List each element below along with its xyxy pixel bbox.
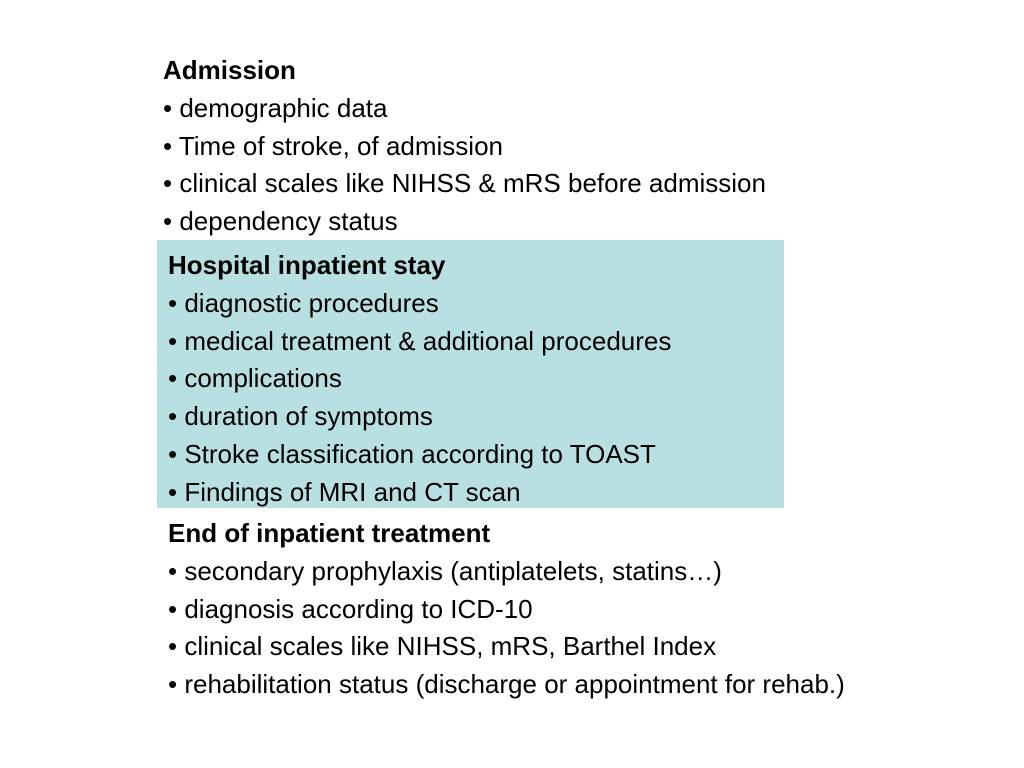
- hospital-inpatient-stay-section: [157, 240, 784, 508]
- list-item: • demographic data: [163, 92, 388, 123]
- end-of-inpatient-treatment-section: [168, 515, 845, 704]
- list-item: • Findings of MRI and CT scan: [168, 476, 521, 507]
- admission-section: [163, 52, 766, 241]
- section-heading: Admission: [163, 55, 296, 85]
- list-item: • secondary prophylaxis (antiplatelets, statins…): [168, 555, 722, 586]
- list-item: • dependency status: [163, 206, 398, 237]
- list-item: • diagnosis according to ICD-10: [168, 593, 533, 624]
- section-heading: End of inpatient treatment: [168, 518, 491, 548]
- list-item: • Stroke classification according to TOAST: [168, 438, 656, 469]
- section-heading: Hospital inpatient stay: [168, 250, 446, 280]
- list-item: • clinical scales like NIHSS & mRS before admission: [163, 168, 766, 199]
- list-item: • medical treatment & additional procedures: [168, 325, 672, 356]
- list-item: • clinical scales like NIHSS, mRS, Barthel Index: [168, 631, 717, 662]
- list-item: • rehabilitation status (discharge or appointment for rehab.): [168, 669, 845, 700]
- list-item: • Time of stroke, of admission: [163, 130, 504, 161]
- list-item: • duration of symptoms: [168, 401, 433, 432]
- list-item: • diagnostic procedures: [168, 287, 439, 318]
- list-item: • complications: [168, 363, 342, 394]
